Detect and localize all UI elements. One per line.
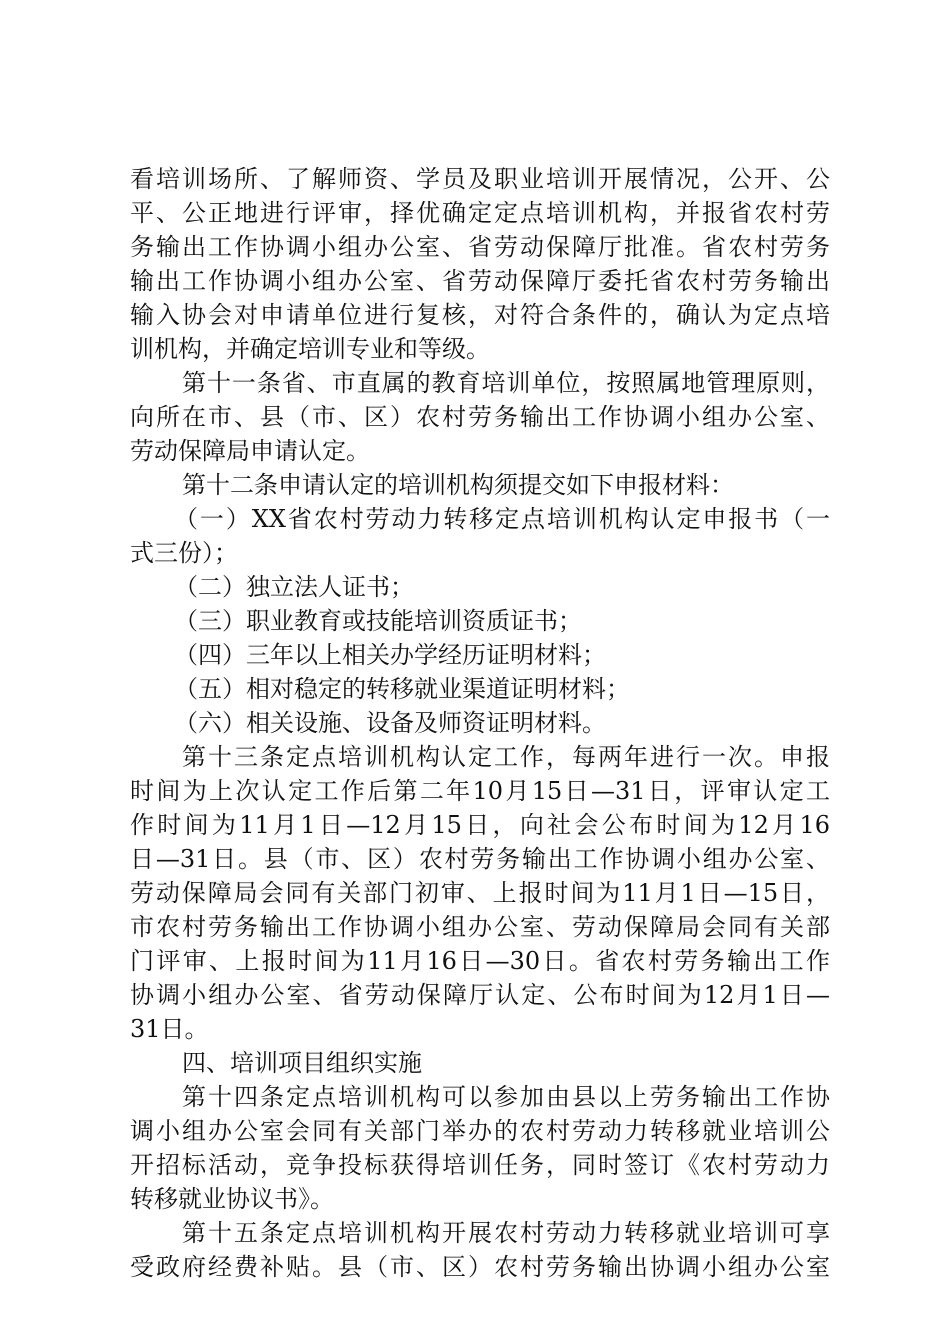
article-12-heading-line: 第十二条申请认定的培训机构须提交如下申报材料： <box>182 471 734 499</box>
article-15-heading-line: 第十五条定点培训机构开展农村劳动力转移就业培训可享 <box>182 1219 830 1247</box>
text-line: 训机构，并确定培训专业和等级。 <box>130 335 490 363</box>
text-line: 门评审、上报时间为11月16日—30日。省农村劳务输出工作 <box>130 947 830 975</box>
list-item-6: （六）相关设施、设备及师资证明材料。 <box>174 709 606 737</box>
text-line: 看培训场所、了解师资、学员及职业培训开展情况，公开、公 <box>130 165 830 193</box>
text-line: 开招标活动，竞争投标获得培训任务，同时签订《农村劳动力 <box>130 1151 830 1179</box>
document-body <box>130 162 830 1284</box>
text-line: 调小组办公室会同有关部门举办的农村劳动力转移就业培训公 <box>130 1117 830 1145</box>
text-line: 输入协会对申请单位进行复核，对符合条件的，确认为定点培 <box>130 301 830 329</box>
article-14-heading-line: 第十四条定点培训机构可以参加由县以上劳务输出工作协 <box>182 1083 830 1111</box>
text-line: 劳动保障局会同有关部门初审、上报时间为11月1日—15日， <box>130 879 830 907</box>
list-item-5: （五）相对稳定的转移就业渠道证明材料； <box>174 675 630 703</box>
text-line: 输出工作协调小组办公室、省劳动保障厅委托省农村劳务输出 <box>130 267 830 295</box>
list-item-1-continued: 式三份）； <box>130 539 238 567</box>
list-item-2: （二）独立法人证书； <box>174 573 414 601</box>
text-line: 向所在市、县（市、区）农村劳务输出工作协调小组办公室、 <box>130 403 830 431</box>
list-item-3: （三）职业教育或技能培训资质证书； <box>174 607 582 635</box>
article-11-heading-line: 第十一条省、市直属的教育培训单位，按照属地管理原则， <box>182 369 830 397</box>
article-13-heading-line: 第十三条定点培训机构认定工作，每两年进行一次。申报 <box>182 743 830 771</box>
text-line: 31日。 <box>130 1015 209 1043</box>
text-line: 受政府经费补贴。县（市、区）农村劳务输出协调小组办公室 <box>130 1253 830 1281</box>
text-line: 务输出工作协调小组办公室、省劳动保障厅批准。省农村劳务 <box>130 233 830 261</box>
text-line: 劳动保障局申请认定。 <box>130 437 370 465</box>
text-line: 协调小组办公室、省劳动保障厅认定、公布时间为12月1日— <box>130 981 830 1009</box>
list-item-4: （四）三年以上相关办学经历证明材料； <box>174 641 606 669</box>
text-line: 时间为上次认定工作后第二年10月15日—31日，评审认定工 <box>130 777 830 805</box>
text-line: 日—31日。县（市、区）农村劳务输出工作协调小组办公室、 <box>130 845 830 873</box>
text-line: 作时间为11月1日—12月15日，向社会公布时间为12月16 <box>130 811 830 839</box>
text-line: 市农村劳务输出工作协调小组办公室、劳动保障局会同有关部 <box>130 913 830 941</box>
list-item-1: （一）XX省农村劳动力转移定点培训机构认定申报书（一 <box>174 505 830 533</box>
text-line: 平、公正地进行评审，择优确定定点培训机构，并报省农村劳 <box>130 199 830 227</box>
section-heading: 四、培训项目组织实施 <box>182 1049 422 1077</box>
text-line: 转移就业协议书》。 <box>130 1185 334 1213</box>
